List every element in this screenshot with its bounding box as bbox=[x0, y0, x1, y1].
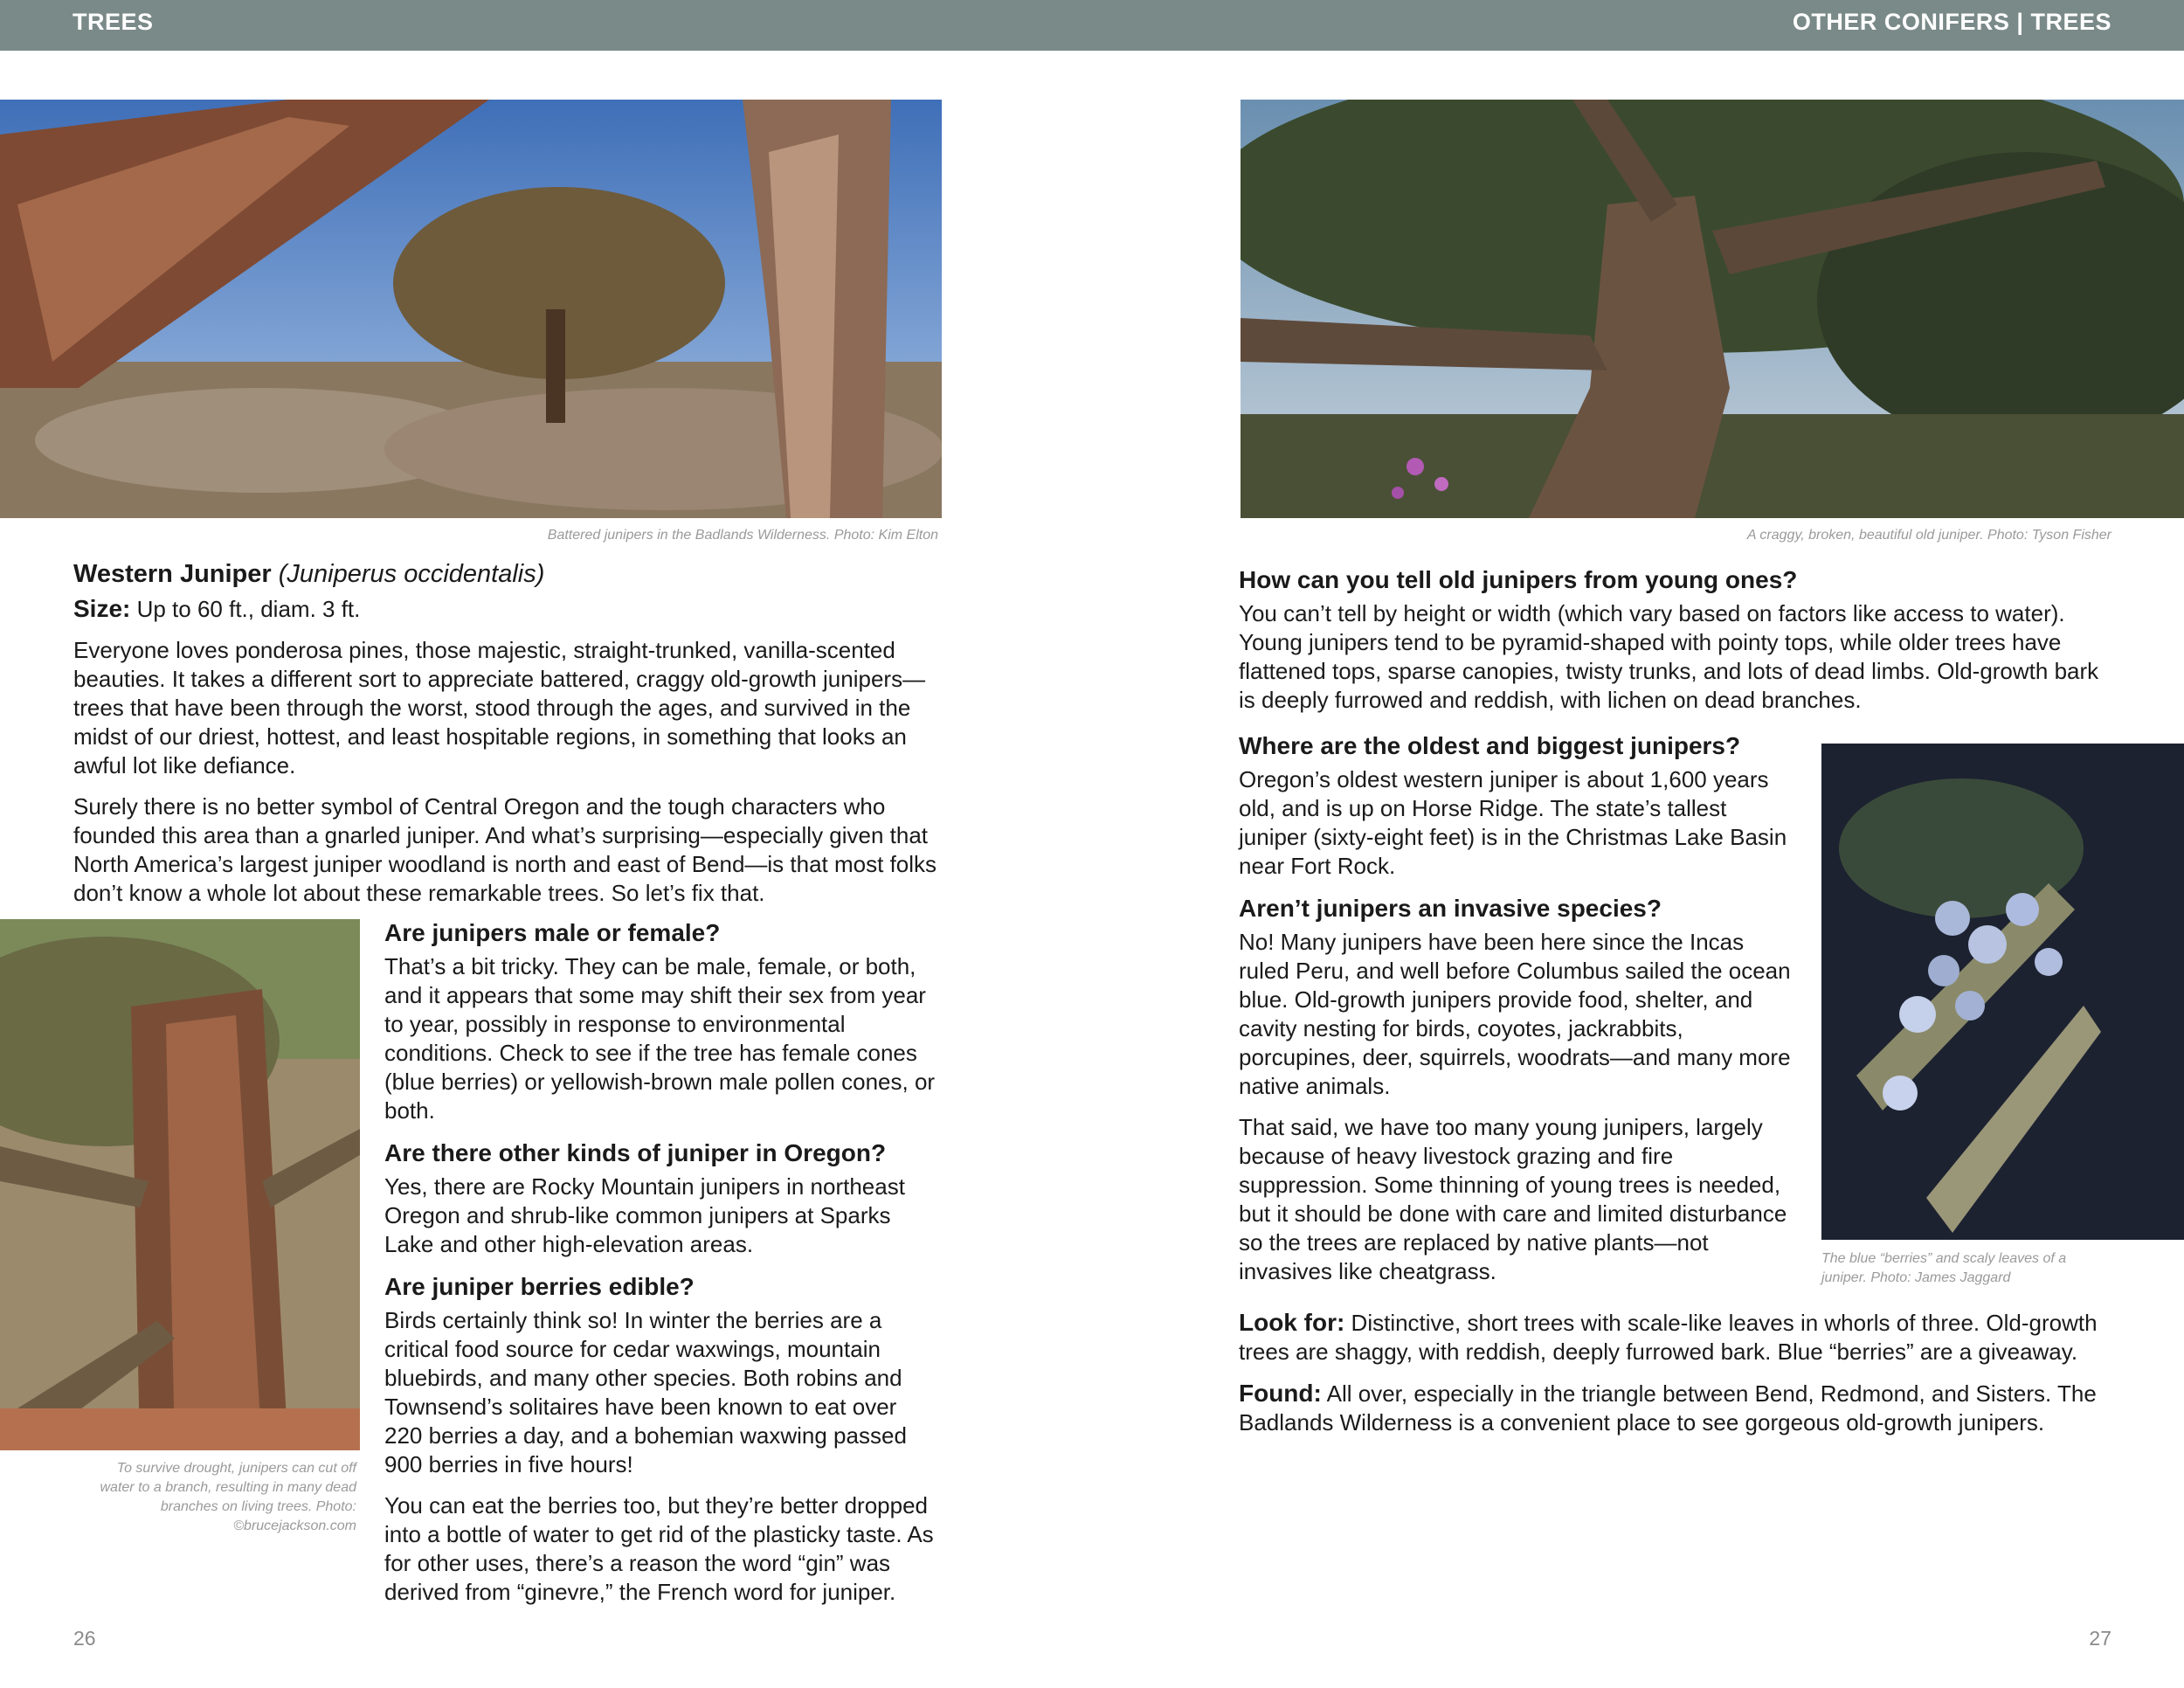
answer-invasive-thinning: That said, we have too many young junipers, largely because of heavy livestock grazing and fire suppression. Some thinning of young trees is needed, but it should be done with care and limited disturbance so the trees are replaced by native plants—not invasives like cheatgrass. bbox=[1239, 1114, 1787, 1284]
qa-left-column bbox=[384, 917, 938, 1619]
species-latin-name: (Juniperus occidentalis) bbox=[278, 560, 545, 588]
caption-bottom-left: To survive drought, junipers can cut off water to a branch, resulting in many dead branches on living trees. Photo: ©brucejackson.com bbox=[100, 1461, 356, 1533]
answer-other-kinds: Yes, there are Rocky Mountain junipers in northeast Oregon and shrub-like common junipers at Sparks Lake and other high-elevation areas. bbox=[384, 1173, 905, 1257]
page-number-right: 27 bbox=[2089, 1627, 2111, 1650]
question-old-vs-young: How can you tell old junipers from young ones? bbox=[1239, 566, 1798, 593]
photo-juniper-berries bbox=[1821, 744, 2184, 1240]
intro-block bbox=[73, 557, 938, 920]
caption-berries: The blue “berries” and scaly leaves of a juniper. Photo: James Jaggard bbox=[1821, 1251, 2067, 1285]
section-header-right: OTHER CONIFERS | TREES bbox=[1792, 9, 2111, 35]
lookfor-found-block bbox=[1239, 1308, 2112, 1449]
intro-paragraph-1: Everyone loves ponderosa pines, those majestic, straight-trunked, vanilla-scented beauties. It takes a different sort to appreciate battered, craggy old-growth junipers—trees that have been through the worst, stood through the ages, and survived in the midst of our driest, hottest, and least hospitable regions, in something that looks an awful lot like defiance. bbox=[73, 637, 926, 778]
section-header-left: TREES bbox=[73, 9, 154, 35]
photo-gnarled-juniper bbox=[0, 919, 360, 1450]
photo-battered-junipers bbox=[0, 100, 942, 518]
found-label: Found: bbox=[1239, 1380, 1322, 1407]
intro-paragraph-2: Surely there is no better symbol of Central Oregon and the tough characters who founded this area than a gnarled juniper. And what’s surprising—especially given that North America’s largest juniper woodland is north and east of Bend—is that most folks don’t know a whole lot about these remarkable trees. So let’s fix that. bbox=[73, 793, 937, 906]
lookfor-label: Look for: bbox=[1239, 1309, 1345, 1336]
answer-male-female: That’s a bit tricky. They can be male, female, or both, and it appears that some may shift their sex from year to year, possibly in response to environmental conditions. Check to see if the tree has female cones (blue berries) or yellowish-brown male pollen cones, or both. bbox=[384, 953, 936, 1124]
caption-top-right: A craggy, broken, beautiful old juniper. Photo: Tyson Fisher bbox=[1746, 528, 2111, 543]
photo-craggy-juniper bbox=[1241, 100, 2184, 518]
size-line bbox=[73, 594, 938, 624]
size-value: Up to 60 ft., diam. 3 ft. bbox=[136, 596, 361, 622]
answer-old-vs-young: You can’t tell by height or width (which vary based on factors like access to water). Young junipers tend to be pyramid-shaped with pointy tops, while older trees have flattened tops, sparse canopies, twisty trunks, and lots of dead limbs. Old-growth bark is deeply furrowed and reddish, with lichen on dead branches. bbox=[1239, 600, 2099, 713]
question-other-kinds: Are there other kinds of juniper in Oregon? bbox=[384, 1139, 887, 1166]
species-title bbox=[73, 557, 938, 591]
size-label: Size: bbox=[73, 595, 131, 622]
answer-oldest-biggest: Oregon’s oldest western juniper is about 1,600 years old, and is up on Horse Ridge. The state’s tallest juniper (sixty-eight feet) is in the Christmas Lake Basin near Fort Rock. bbox=[1239, 766, 1787, 879]
caption-top-left: Battered junipers in the Badlands Wilderness. Photo: Kim Elton bbox=[547, 528, 938, 543]
answer-invasive: No! Many junipers have been here since the Incas ruled Peru, and well before Columbus sailed the ocean blue. Old-growth junipers provide food, shelter, and cavity nesting for birds, coyotes, jackrabbits, porcupines, deer, squirrels, woodrats—and many more native animals. bbox=[1239, 929, 1791, 1099]
lookfor-line bbox=[1239, 1308, 2112, 1366]
question-berries-edible: Are juniper berries edible? bbox=[384, 1273, 695, 1300]
page-number-left: 26 bbox=[73, 1627, 96, 1650]
found-line bbox=[1239, 1379, 2112, 1437]
running-header-bar bbox=[0, 0, 2184, 51]
answer-berries-edible: Birds certainly think so! In winter the berries are a critical food source for cedar waxwings, mountain bluebirds, and many other species. Both robins and Townsend’s solitaires have been known to eat over 220 berries a day, and a bohemian waxwing passed 900 berries in five hours! bbox=[384, 1307, 907, 1477]
species-common-name: Western Juniper bbox=[73, 560, 272, 588]
lookfor-text: Distinctive, short trees with scale-like leaves in whorls of three. Old-growth trees are shaggy, with reddish, deeply furrowed bark. Blue “berries” are a giveaway. bbox=[1239, 1310, 2098, 1365]
question-invasive: Aren’t junipers an invasive species? bbox=[1239, 895, 1662, 922]
question-male-female: Are junipers male or female? bbox=[384, 919, 721, 946]
found-text: All over, especially in the triangle between Bend, Redmond, and Sisters. The Badlands Wilderness is a convenient place to see gorgeous old-growth junipers. bbox=[1239, 1380, 2097, 1435]
qa-right-upper bbox=[1239, 564, 2112, 727]
answer-berries-uses: You can eat the berries too, but they’re better dropped into a bottle of water to get rid of the plasticky taste. As for other uses, there’s a reason the word “gin” was derived from “ginevre,” the French word for juniper. bbox=[384, 1492, 934, 1605]
qa-right-narrow-column bbox=[1239, 730, 1794, 1298]
question-oldest-biggest: Where are the oldest and biggest junipers? bbox=[1239, 732, 1741, 759]
